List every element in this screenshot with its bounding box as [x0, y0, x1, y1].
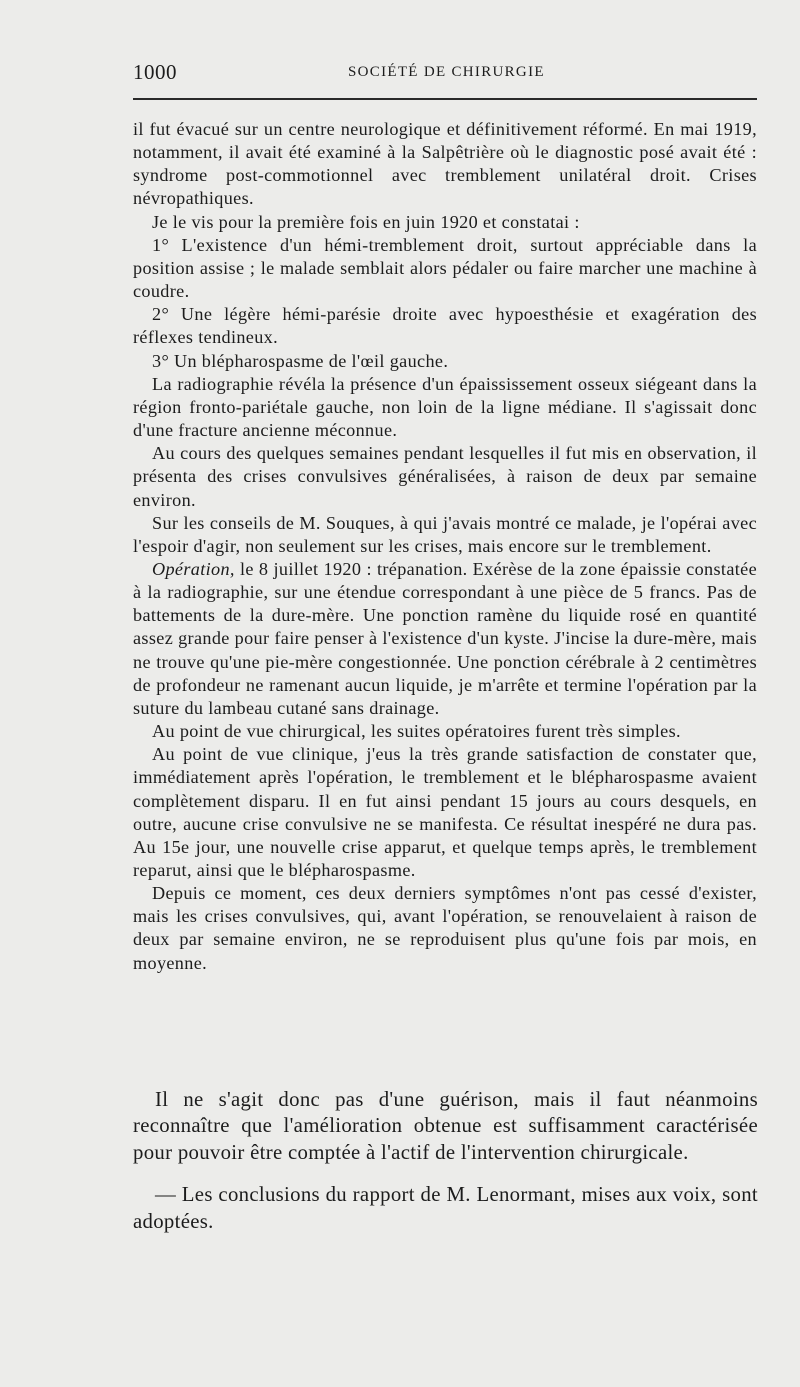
conclusion-paragraph: Il ne s'agit donc pas d'une guérison, mais il faut néanmoins reconnaître que l'amélioration obtenue est suffisamment caractérisée pour pouvoir être comptée à l'actif de l'intervention chirurgicale. — [133, 1088, 758, 1164]
page-number: 1000 — [133, 60, 177, 84]
paragraph: Je le vis pour la première fois en juin 1920 et constatai : — [152, 211, 580, 232]
paragraph: Au point de vue clinique, j'eus la très grande satisfaction de constater que, immédiatement après l'opération, le tremblement et le blépharospasme avaient complètement disparu. Il en fut ainsi pendant 15 jours au cours desquels, en outre, aucune crise convulsive ne se manifesta. Ce résultat inespéré ne dura pas. Au 15e jour, une nouvelle crise apparut, et quelque temps après, le tremblement reparut, ainsi que le blépharospasme. — [133, 744, 757, 880]
operation-label: Opération, — [152, 558, 235, 579]
running-head: SOCIÉTÉ DE CHIRURGIE — [348, 64, 545, 80]
conclusion-text — [133, 1087, 758, 1235]
paragraph: La radiographie révéla la présence d'un épaississement osseux siégeant dans la région fronto-pariétale gauche, non loin de la ligne médiane. Il s'agissait donc d'une fracture ancienne méconnue. — [133, 373, 757, 441]
page-header — [133, 60, 758, 90]
report-text — [133, 118, 757, 975]
paragraph: Au point de vue chirurgical, les suites opératoires furent très simples. — [152, 721, 681, 742]
paragraph-operation — [133, 558, 757, 720]
vote-paragraph: — Les conclusions du rapport de M. Lenormant, mises aux voix, sont adoptées. — [133, 1183, 758, 1233]
header-rule — [133, 98, 757, 100]
operation-text: le 8 juillet 1920 : trépanation. Exérèse de la zone épaissie constatée à la radiographie, sur une étendue correspondant à une pièce de 5 francs. Pas de battements de la dure-mère. Une ponction ramène du liquide rosé en quantité assez grande pour faire penser à l'existence d'un kyste. J'incise la dure-mère, mais ne trouve qu'une pie-mère congestionnée. Une ponction cérébrale à 2 centimètres de profondeur ne ramenant aucun liquide, je m'arrête et termine l'opération par la suture du lambeau cutané sans drainage. — [133, 558, 757, 718]
paragraph: 2° Une légère hémi-parésie droite avec hypoesthésie et exagération des réflexes tendineux. — [133, 304, 757, 348]
paragraph: 1° L'existence d'un hémi-tremblement droit, surtout appréciable dans la position assise ; le malade semblait alors pédaler ou faire marcher une machine à coudre. — [133, 234, 757, 302]
paragraph: Sur les conseils de M. Souques, à qui j'avais montré ce malade, je l'opérai avec l'espoir d'agir, non seulement sur les crises, mais encore sur le tremblement. — [133, 512, 757, 556]
paragraph: il fut évacué sur un centre neurologique et définitivement réformé. En mai 1919, notamment, il avait été examiné à la Salpêtrière où le diagnostic posé avait été : syndrome post-commotionnel avec tremblement unilatéral droit. Crises névropathiques. — [133, 119, 757, 209]
paragraph: Au cours des quelques semaines pendant lesquelles il fut mis en observation, il présenta des crises convulsives généralisées, à raison de deux par semaine environ. — [133, 443, 757, 510]
paragraph: Depuis ce moment, ces deux derniers symptômes n'ont pas cessé d'exister, mais les crises convulsives, qui, avant l'opération, se renouvelaient à raison de deux par semaine environ, ne se reproduisent plus qu'une fois par mois, en moyenne. — [133, 883, 757, 973]
paragraph: 3° Un blépharospasme de l'œil gauche. — [152, 350, 449, 371]
